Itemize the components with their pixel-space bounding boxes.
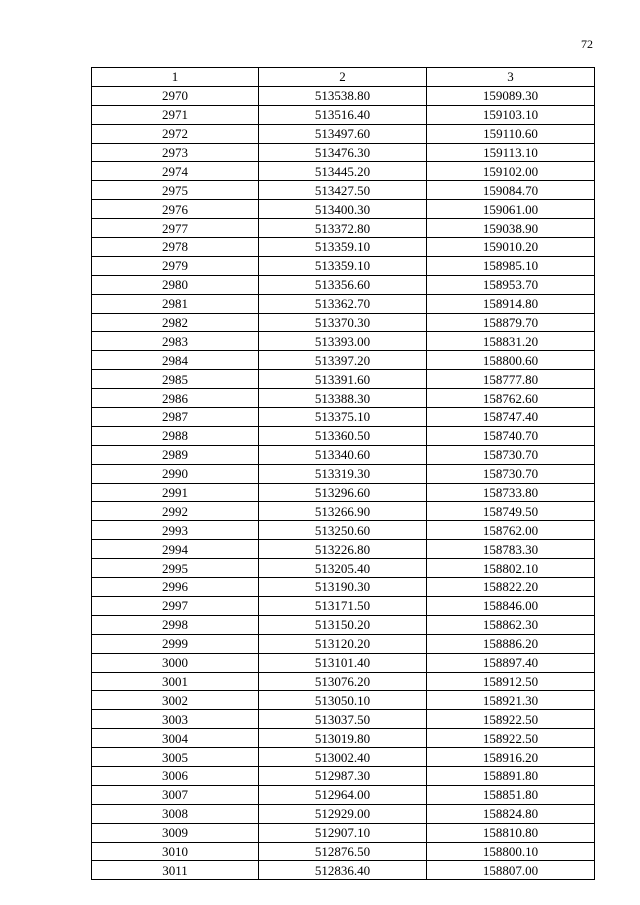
x-coordinate-cell: 513391.60 — [258, 370, 426, 389]
point-number-cell: 2995 — [92, 559, 259, 578]
table-row — [92, 483, 595, 502]
point-number-cell: 2980 — [92, 275, 259, 294]
y-coordinate-cell: 158800.10 — [426, 842, 594, 861]
page-number: 72 — [581, 37, 593, 51]
y-coordinate-cell: 158730.70 — [426, 464, 594, 483]
point-number-cell: 3000 — [92, 653, 259, 672]
y-coordinate-cell: 158762.00 — [426, 521, 594, 540]
x-coordinate-cell: 513393.00 — [258, 332, 426, 351]
coordinates-table — [91, 67, 595, 880]
point-number-cell: 2988 — [92, 426, 259, 445]
y-coordinate-cell: 158985.10 — [426, 256, 594, 275]
x-coordinate-cell: 512964.00 — [258, 785, 426, 804]
point-number-cell: 2991 — [92, 483, 259, 502]
x-coordinate-cell: 513476.30 — [258, 143, 426, 162]
x-coordinate-cell: 513150.20 — [258, 615, 426, 634]
point-number-cell: 2999 — [92, 634, 259, 653]
table-row — [92, 313, 595, 332]
table-row — [92, 634, 595, 653]
x-coordinate-cell: 513037.50 — [258, 710, 426, 729]
y-coordinate-cell: 158747.40 — [426, 408, 594, 427]
column-header: 3 — [426, 68, 594, 87]
table-row — [92, 861, 595, 880]
y-coordinate-cell: 158740.70 — [426, 426, 594, 445]
table-row — [92, 804, 595, 823]
x-coordinate-cell: 513250.60 — [258, 521, 426, 540]
table-row — [92, 672, 595, 691]
y-coordinate-cell: 159010.20 — [426, 238, 594, 257]
point-number-cell: 2994 — [92, 540, 259, 559]
y-coordinate-cell: 159103.10 — [426, 105, 594, 124]
table-row — [92, 105, 595, 124]
x-coordinate-cell: 513205.40 — [258, 559, 426, 578]
x-coordinate-cell: 512836.40 — [258, 861, 426, 880]
y-coordinate-cell: 159084.70 — [426, 181, 594, 200]
table-row — [92, 502, 595, 521]
point-number-cell: 3005 — [92, 748, 259, 767]
table-row — [92, 596, 595, 615]
x-coordinate-cell: 513538.80 — [258, 86, 426, 105]
x-coordinate-cell: 513359.10 — [258, 238, 426, 257]
point-number-cell: 2984 — [92, 351, 259, 370]
y-coordinate-cell: 158831.20 — [426, 332, 594, 351]
x-coordinate-cell: 513076.20 — [258, 672, 426, 691]
point-number-cell: 3003 — [92, 710, 259, 729]
point-number-cell: 3001 — [92, 672, 259, 691]
x-coordinate-cell: 512907.10 — [258, 823, 426, 842]
y-coordinate-cell: 158733.80 — [426, 483, 594, 502]
point-number-cell: 2970 — [92, 86, 259, 105]
y-coordinate-cell: 158777.80 — [426, 370, 594, 389]
table-row — [92, 710, 595, 729]
table-row — [92, 464, 595, 483]
point-number-cell: 2979 — [92, 256, 259, 275]
point-number-cell: 2972 — [92, 124, 259, 143]
table-row — [92, 86, 595, 105]
point-number-cell: 2981 — [92, 294, 259, 313]
point-number-cell: 2976 — [92, 200, 259, 219]
table-row — [92, 823, 595, 842]
point-number-cell: 2989 — [92, 445, 259, 464]
point-number-cell: 2985 — [92, 370, 259, 389]
point-number-cell: 2990 — [92, 464, 259, 483]
table-row — [92, 426, 595, 445]
point-number-cell: 2971 — [92, 105, 259, 124]
point-number-cell: 2993 — [92, 521, 259, 540]
x-coordinate-cell: 512876.50 — [258, 842, 426, 861]
y-coordinate-cell: 158762.60 — [426, 389, 594, 408]
point-number-cell: 3011 — [92, 861, 259, 880]
table-row — [92, 540, 595, 559]
x-coordinate-cell: 513190.30 — [258, 578, 426, 597]
x-coordinate-cell: 513266.90 — [258, 502, 426, 521]
x-coordinate-cell: 513375.10 — [258, 408, 426, 427]
x-coordinate-cell: 513319.30 — [258, 464, 426, 483]
table-row — [92, 691, 595, 710]
x-coordinate-cell: 513372.80 — [258, 219, 426, 238]
column-header: 1 — [92, 68, 259, 87]
y-coordinate-cell: 158802.10 — [426, 559, 594, 578]
point-number-cell: 2997 — [92, 596, 259, 615]
x-coordinate-cell: 513171.50 — [258, 596, 426, 615]
y-coordinate-cell: 158822.20 — [426, 578, 594, 597]
y-coordinate-cell: 159110.60 — [426, 124, 594, 143]
y-coordinate-cell: 158922.50 — [426, 710, 594, 729]
table-row — [92, 748, 595, 767]
point-number-cell: 2973 — [92, 143, 259, 162]
y-coordinate-cell: 158879.70 — [426, 313, 594, 332]
table-header-row — [92, 68, 595, 87]
y-coordinate-cell: 159061.00 — [426, 200, 594, 219]
y-coordinate-cell: 158800.60 — [426, 351, 594, 370]
y-coordinate-cell: 158810.80 — [426, 823, 594, 842]
point-number-cell: 2974 — [92, 162, 259, 181]
point-number-cell: 3004 — [92, 729, 259, 748]
x-coordinate-cell: 513340.60 — [258, 445, 426, 464]
table-row — [92, 143, 595, 162]
table-row — [92, 351, 595, 370]
x-coordinate-cell: 513101.40 — [258, 653, 426, 672]
point-number-cell: 3006 — [92, 766, 259, 785]
x-coordinate-cell: 513356.60 — [258, 275, 426, 294]
table-body — [92, 86, 595, 879]
table-row — [92, 445, 595, 464]
point-number-cell: 2992 — [92, 502, 259, 521]
point-number-cell: 2998 — [92, 615, 259, 634]
table-row — [92, 219, 595, 238]
table-row — [92, 842, 595, 861]
y-coordinate-cell: 159038.90 — [426, 219, 594, 238]
x-coordinate-cell: 512987.30 — [258, 766, 426, 785]
y-coordinate-cell: 158886.20 — [426, 634, 594, 653]
y-coordinate-cell: 159113.10 — [426, 143, 594, 162]
table-row — [92, 521, 595, 540]
table-row — [92, 181, 595, 200]
table-row — [92, 124, 595, 143]
table-row — [92, 238, 595, 257]
table-row — [92, 275, 595, 294]
point-number-cell: 3010 — [92, 842, 259, 861]
x-coordinate-cell: 513226.80 — [258, 540, 426, 559]
x-coordinate-cell: 513362.70 — [258, 294, 426, 313]
x-coordinate-cell: 513516.40 — [258, 105, 426, 124]
table-row — [92, 256, 595, 275]
table-row — [92, 653, 595, 672]
y-coordinate-cell: 158912.50 — [426, 672, 594, 691]
x-coordinate-cell: 513445.20 — [258, 162, 426, 181]
x-coordinate-cell: 513370.30 — [258, 313, 426, 332]
table-row — [92, 370, 595, 389]
y-coordinate-cell: 158891.80 — [426, 766, 594, 785]
x-coordinate-cell: 513427.50 — [258, 181, 426, 200]
x-coordinate-cell: 513400.30 — [258, 200, 426, 219]
x-coordinate-cell: 513359.10 — [258, 256, 426, 275]
y-coordinate-cell: 158730.70 — [426, 445, 594, 464]
x-coordinate-cell: 512929.00 — [258, 804, 426, 823]
column-header: 2 — [258, 68, 426, 87]
x-coordinate-cell: 513360.50 — [258, 426, 426, 445]
table-row — [92, 408, 595, 427]
point-number-cell: 2977 — [92, 219, 259, 238]
point-number-cell: 2975 — [92, 181, 259, 200]
x-coordinate-cell: 513388.30 — [258, 389, 426, 408]
table-row — [92, 200, 595, 219]
point-number-cell: 3002 — [92, 691, 259, 710]
point-number-cell: 2986 — [92, 389, 259, 408]
y-coordinate-cell: 158897.40 — [426, 653, 594, 672]
x-coordinate-cell: 513019.80 — [258, 729, 426, 748]
table-row — [92, 729, 595, 748]
table-row — [92, 559, 595, 578]
x-coordinate-cell: 513120.20 — [258, 634, 426, 653]
x-coordinate-cell: 513050.10 — [258, 691, 426, 710]
y-coordinate-cell: 159102.00 — [426, 162, 594, 181]
point-number-cell: 3009 — [92, 823, 259, 842]
point-number-cell: 2987 — [92, 408, 259, 427]
table-row — [92, 162, 595, 181]
point-number-cell: 3007 — [92, 785, 259, 804]
point-number-cell: 2983 — [92, 332, 259, 351]
y-coordinate-cell: 158953.70 — [426, 275, 594, 294]
x-coordinate-cell: 513397.20 — [258, 351, 426, 370]
y-coordinate-cell: 158862.30 — [426, 615, 594, 634]
point-number-cell: 2996 — [92, 578, 259, 597]
y-coordinate-cell: 158749.50 — [426, 502, 594, 521]
point-number-cell: 2978 — [92, 238, 259, 257]
table-row — [92, 389, 595, 408]
point-number-cell: 2982 — [92, 313, 259, 332]
y-coordinate-cell: 158807.00 — [426, 861, 594, 880]
y-coordinate-cell: 158824.80 — [426, 804, 594, 823]
y-coordinate-cell: 158846.00 — [426, 596, 594, 615]
y-coordinate-cell: 159089.30 — [426, 86, 594, 105]
table-row — [92, 615, 595, 634]
table-row — [92, 294, 595, 313]
point-number-cell: 3008 — [92, 804, 259, 823]
table-row — [92, 578, 595, 597]
y-coordinate-cell: 158921.30 — [426, 691, 594, 710]
x-coordinate-cell: 513497.60 — [258, 124, 426, 143]
y-coordinate-cell: 158851.80 — [426, 785, 594, 804]
x-coordinate-cell: 513296.60 — [258, 483, 426, 502]
y-coordinate-cell: 158783.30 — [426, 540, 594, 559]
table-row — [92, 332, 595, 351]
y-coordinate-cell: 158914.80 — [426, 294, 594, 313]
table-row — [92, 785, 595, 804]
table-row — [92, 766, 595, 785]
y-coordinate-cell: 158922.50 — [426, 729, 594, 748]
x-coordinate-cell: 513002.40 — [258, 748, 426, 767]
y-coordinate-cell: 158916.20 — [426, 748, 594, 767]
